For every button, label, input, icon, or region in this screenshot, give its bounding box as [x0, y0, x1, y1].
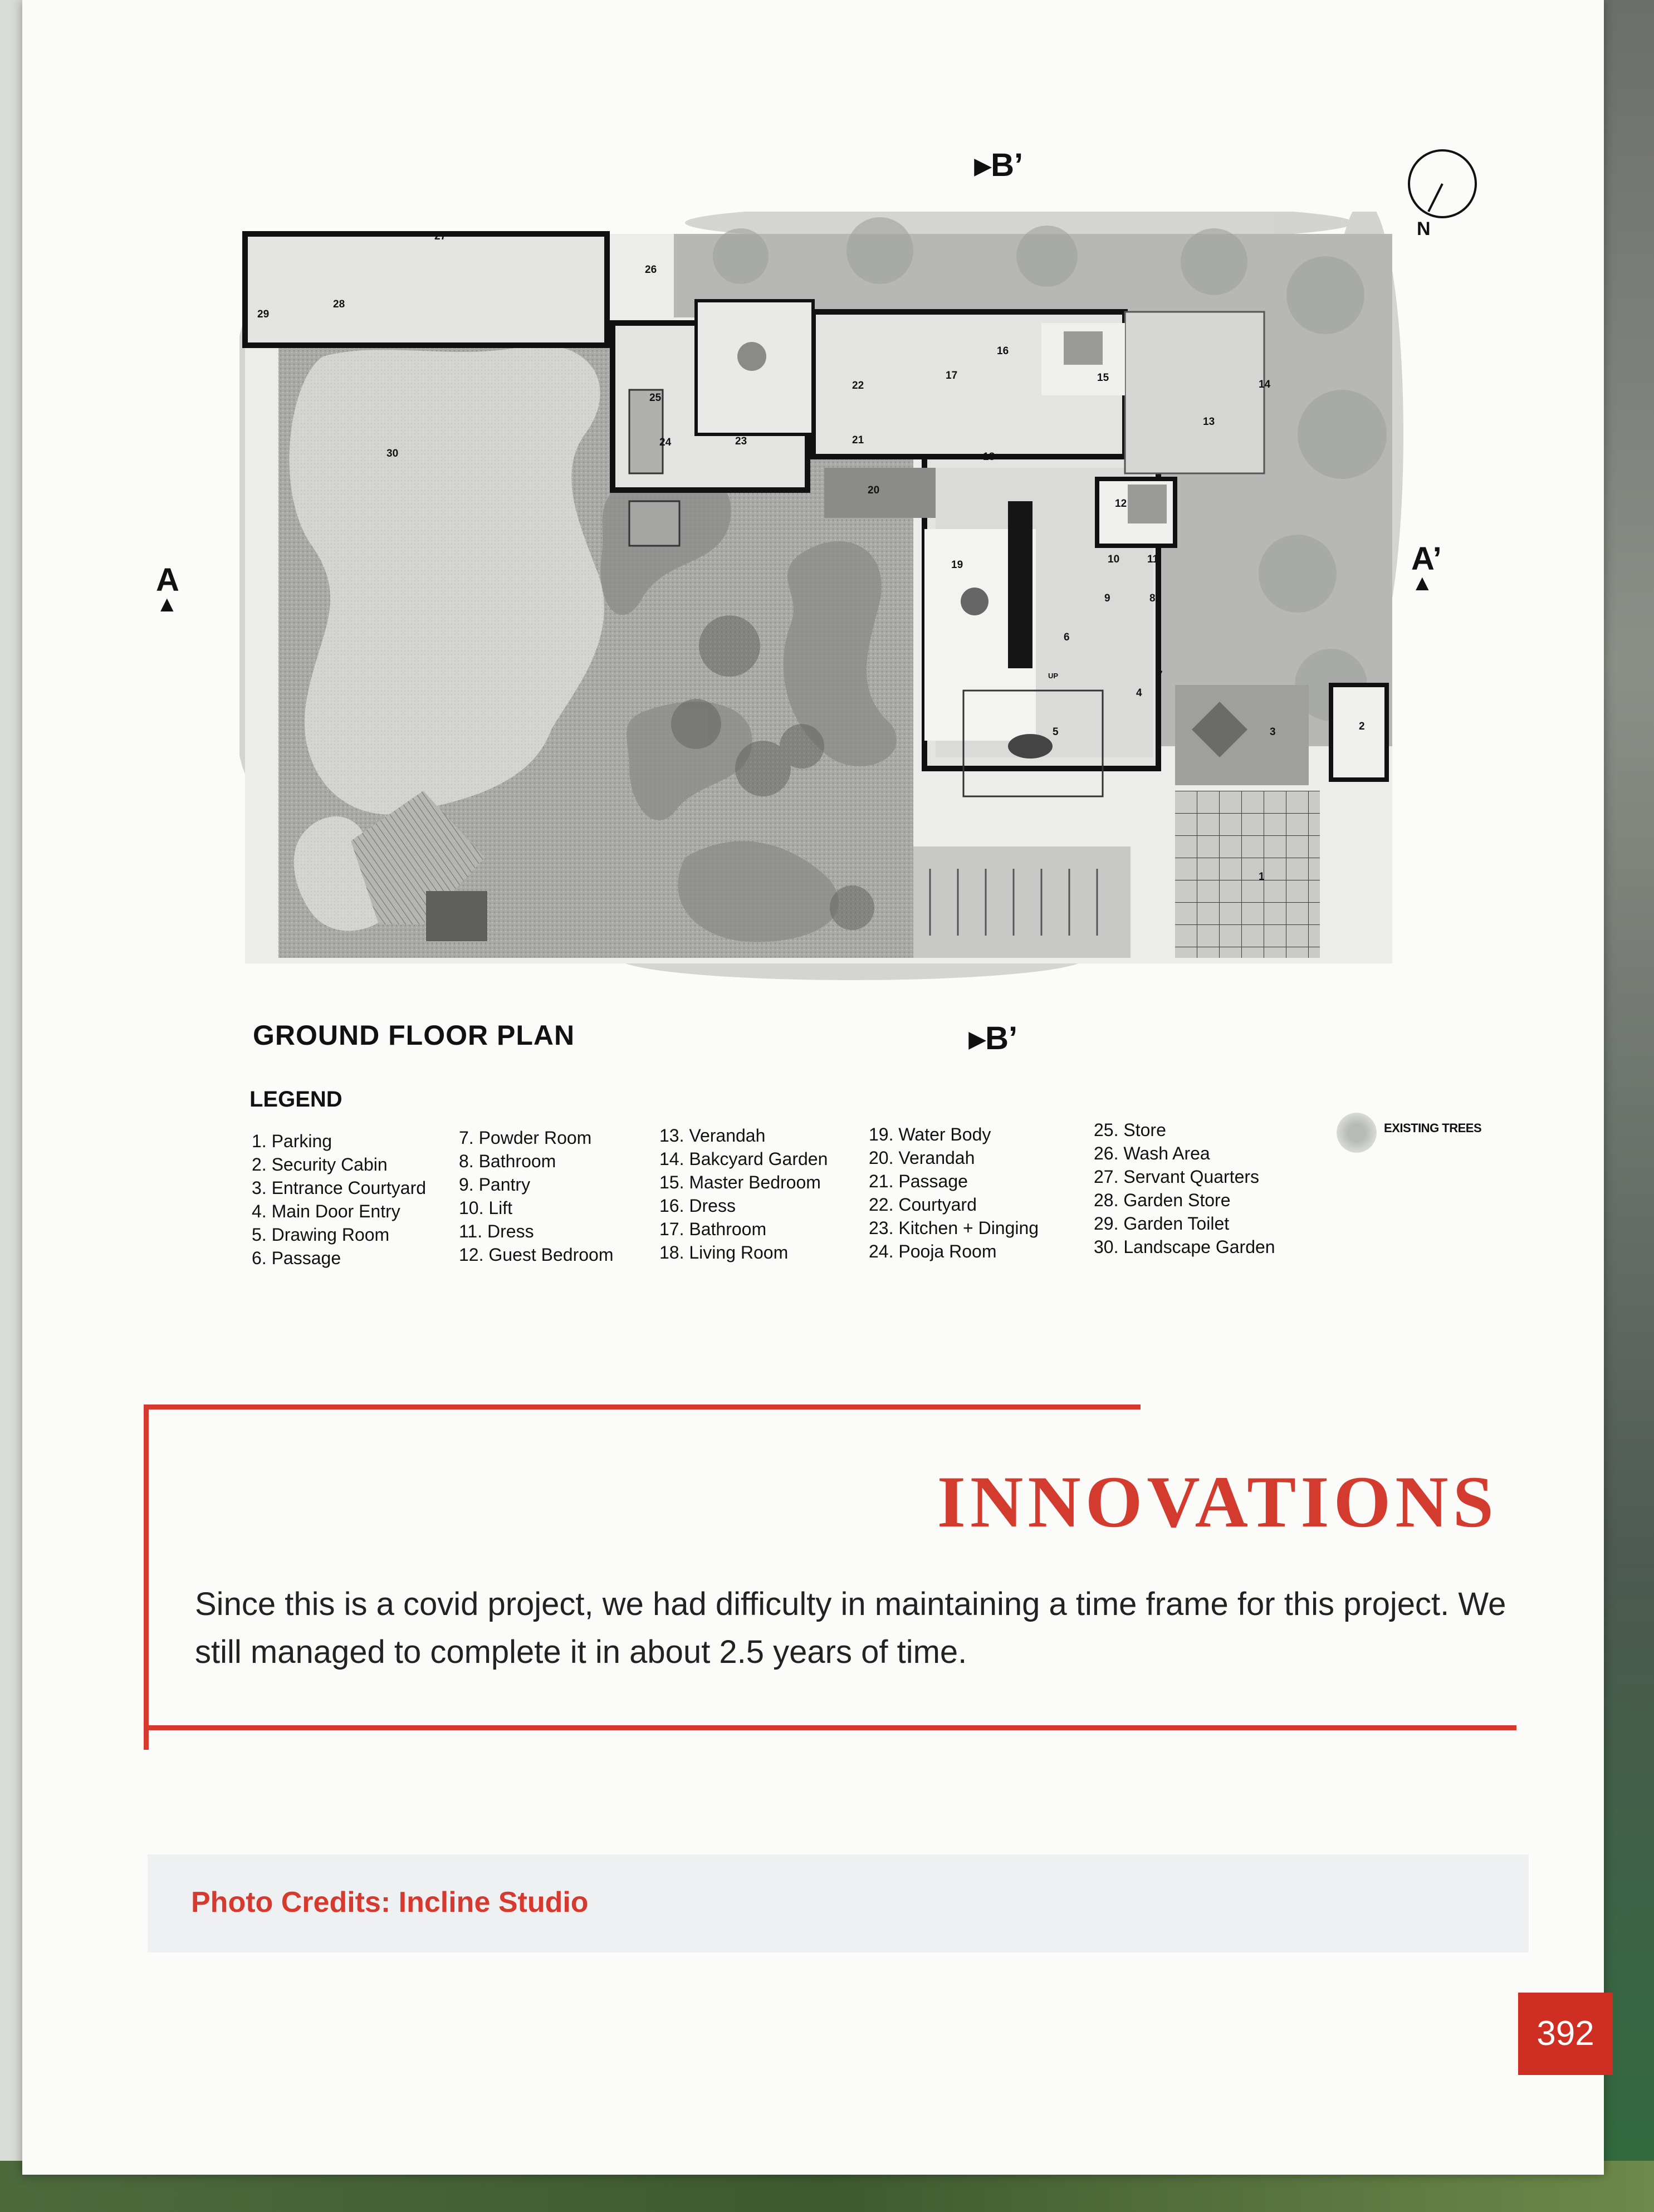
legend-title: LEGEND: [249, 1087, 342, 1112]
room-number: 23: [735, 435, 747, 447]
legend-item: 8. Bathroom: [459, 1151, 556, 1171]
legend-item: 7. Powder Room: [459, 1128, 592, 1148]
room-number: 26: [645, 264, 657, 276]
room-number: 19: [951, 559, 963, 571]
room-number: 28: [333, 298, 345, 310]
room-number: 3: [1270, 726, 1276, 738]
legend-column-4: [869, 1123, 1039, 1263]
legend-item: 13. Verandah: [659, 1125, 766, 1146]
legend-item: 24. Pooja Room: [869, 1241, 997, 1261]
legend-item: 30. Landscape Garden: [1094, 1237, 1275, 1257]
room-number: 25: [649, 392, 662, 404]
legend-column-1: [252, 1129, 426, 1270]
room-number: 5: [1053, 726, 1059, 738]
legend-item: 5. Drawing Room: [252, 1225, 390, 1245]
room-number: 27: [434, 231, 447, 242]
room-number: 12: [1115, 498, 1127, 510]
lift-label: UP: [1048, 672, 1059, 680]
legend-item: 10. Lift: [459, 1198, 513, 1218]
north-arrow-icon: [1398, 145, 1481, 245]
room-number: 20: [868, 485, 880, 496]
legend-item: 29. Garden Toilet: [1094, 1213, 1230, 1234]
legend-item: 28. Garden Store: [1094, 1190, 1231, 1210]
legend-item: 4. Main Door Entry: [252, 1201, 400, 1221]
legend-item: 12. Guest Bedroom: [459, 1245, 614, 1265]
innovations-border-left: [144, 1404, 149, 1750]
legend-item: 14. Bakcyard Garden: [659, 1149, 828, 1169]
legend-item: 17. Bathroom: [659, 1219, 767, 1239]
legend-column-5: [1094, 1118, 1275, 1259]
room-number: 1: [1259, 871, 1265, 883]
room-number: 4: [1136, 687, 1142, 699]
room-number: 8: [1149, 593, 1156, 604]
room-number: 13: [1203, 416, 1215, 428]
innovations-border-top: [144, 1404, 1141, 1410]
legend-item: 19. Water Body: [869, 1124, 991, 1144]
room-number: 9: [1104, 593, 1110, 604]
page-number: 392: [1518, 1993, 1613, 2075]
legend-item: 1. Parking: [252, 1131, 332, 1151]
legend-item: 27. Servant Quarters: [1094, 1167, 1260, 1187]
room-number: 6: [1064, 632, 1070, 643]
plan-title: GROUND FLOOR PLAN: [253, 1020, 575, 1051]
legend-column-3: [659, 1124, 828, 1264]
section-marker-a-right: A’ ▲: [1411, 541, 1442, 595]
book-page: [22, 0, 1604, 2175]
legend-item: 3. Entrance Courtyard: [252, 1178, 427, 1198]
room-number: 14: [1259, 379, 1271, 390]
innovations-text: Since this is a covid project, we had difficulty in maintaining a time frame for this project. We still managed to complete it in about 2.5 years of time.: [195, 1586, 1506, 1670]
room-number: 22: [852, 380, 864, 391]
legend-column-2: [459, 1126, 613, 1266]
photo-credits: Photo Credits: Incline Studio: [191, 1886, 589, 1919]
section-marker-a-left: A ▲: [156, 562, 179, 616]
legend-item: 15. Master Bedroom: [659, 1172, 821, 1192]
legend-item: 9. Pantry: [459, 1174, 531, 1195]
room-number: 30: [386, 448, 399, 459]
ground-floor-plan: [239, 212, 1409, 991]
room-number: 29: [257, 309, 270, 320]
legend-item: 26. Wash Area: [1094, 1143, 1210, 1163]
floor-plan-drawing: [239, 212, 1409, 991]
legend-item: 23. Kitchen + Dinging: [869, 1218, 1039, 1238]
innovations-border-bottom: [144, 1725, 1516, 1730]
room-number: 24: [659, 437, 672, 448]
existing-trees-label: EXISTING TREES: [1384, 1121, 1482, 1135]
existing-trees-swatch: [1337, 1113, 1377, 1153]
room-number: 18: [983, 451, 995, 463]
room-number: 2: [1359, 721, 1365, 732]
legend-item: 20. Verandah: [869, 1148, 975, 1168]
legend-item: 16. Dress: [659, 1196, 736, 1216]
north-label: N: [1417, 218, 1431, 239]
room-number: 21: [852, 434, 864, 446]
legend-item: 18. Living Room: [659, 1242, 789, 1262]
legend-item: 21. Passage: [869, 1171, 968, 1191]
room-number: 11: [1147, 554, 1159, 565]
innovations-title: INNOVATIONS: [937, 1461, 1498, 1543]
room-number: 17: [946, 370, 958, 381]
legend-item: 22. Courtyard: [869, 1195, 977, 1215]
room-number: 16: [997, 345, 1009, 357]
room-number: 10: [1108, 554, 1120, 565]
section-marker-b-top: ▸B’: [975, 147, 1024, 183]
legend-item: 25. Store: [1094, 1120, 1166, 1140]
legend-item: 2. Security Cabin: [252, 1154, 388, 1174]
legend-item: 6. Passage: [252, 1248, 341, 1268]
room-number: 15: [1097, 372, 1109, 384]
room-number: 7: [1157, 669, 1163, 681]
section-marker-b-bottom: ▸B’: [969, 1020, 1018, 1056]
photo-credits-panel: [148, 1854, 1529, 1952]
legend-item: 11. Dress: [459, 1221, 534, 1241]
